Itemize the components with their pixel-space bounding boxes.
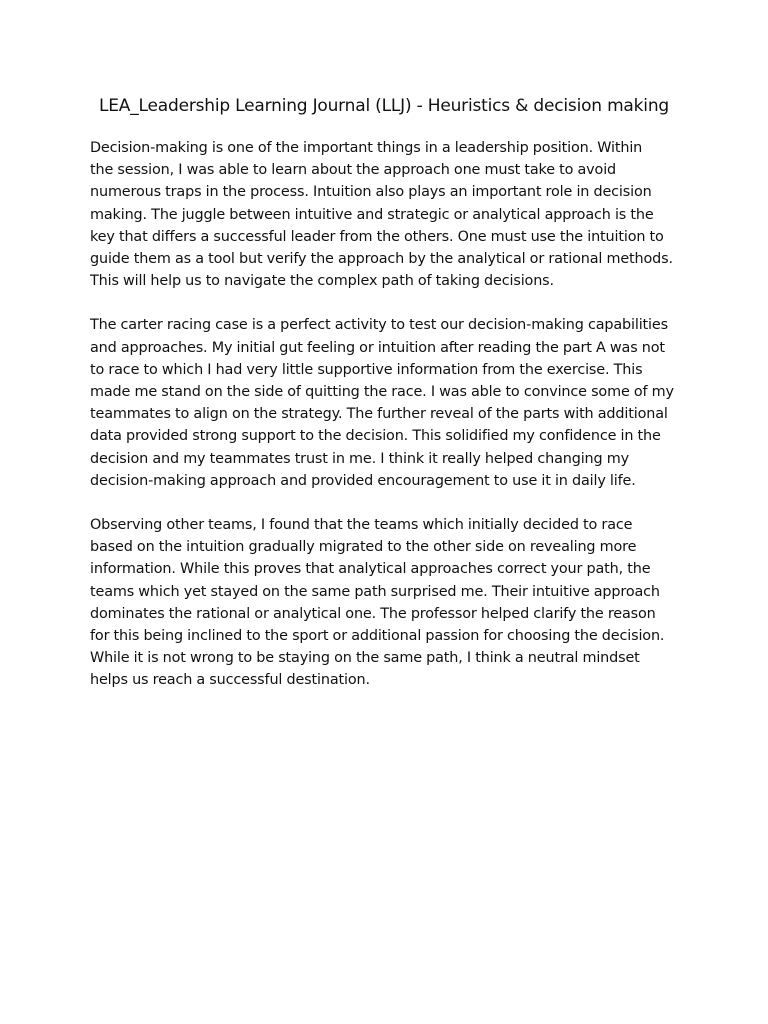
- document-title: LEA_Leadership Learning Journal (LLJ) - Heuristics & decision making: [99, 96, 669, 116]
- text-line: dominates the rational or analytical one. The professor helped clarify the reason: [90, 605, 656, 622]
- text-line: information. While this proves that analytical approaches correct your path, the: [90, 561, 651, 578]
- text-line: teams which yet stayed on the same path surprised me. Their intuitive approach: [90, 583, 660, 600]
- text-line: Observing other teams, I found that the teams which initially decided to race: [90, 517, 633, 534]
- text-line: the session, I was able to learn about the approach one must take to avoid: [90, 162, 617, 179]
- text-line: teammates to align on the strategy. The further reveal of the parts with additional: [90, 406, 668, 423]
- text-line: key that differs a successful leader from the others. One must use the intuition to: [90, 228, 664, 245]
- text-line: made me stand on the side of quitting the race. I was able to convince some of my: [90, 384, 674, 401]
- text-line: Decision-making is one of the important things in a leadership position. Within: [90, 140, 643, 156]
- text-line: to race to which I had very little supportive information from the exercise. This: [90, 361, 643, 378]
- text-line: based on the intuition gradually migrated to the other side on revealing more: [90, 539, 637, 556]
- text-line: decision and my teammates trust in me. I think it really helped changing my: [90, 450, 629, 467]
- text-line: and approaches. My initial gut feeling or intuition after reading the part A was not: [90, 339, 665, 356]
- text-line: helps us reach a successful destination.: [90, 672, 370, 689]
- document-body: [90, 137, 690, 714]
- text-line: data provided strong support to the decision. This solidified my confidence in the: [90, 428, 661, 445]
- text-line: decision-making approach and provided encouragement to use it in daily life.: [90, 472, 636, 489]
- text-line: numerous traps in the process. Intuition also plays an important role in decision: [90, 184, 652, 201]
- text-line: guide them as a tool but verify the approach by the analytical or rational methods.: [90, 251, 673, 268]
- text-line: making. The juggle between intuitive and strategic or analytical approach is the: [90, 206, 654, 223]
- paragraph-3: [90, 514, 690, 692]
- text-line: While it is not wrong to be staying on the same path, I think a neutral mindset: [90, 650, 640, 667]
- paragraph-2: [90, 314, 690, 492]
- text-line: for this being inclined to the sport or additional passion for choosing the decision.: [90, 628, 665, 645]
- text-line: The carter racing case is a perfect activity to test our decision-making capabilities: [90, 317, 668, 334]
- text-line: This will help us to navigate the complex path of taking decisions.: [90, 273, 554, 290]
- paragraph-1: [90, 137, 690, 292]
